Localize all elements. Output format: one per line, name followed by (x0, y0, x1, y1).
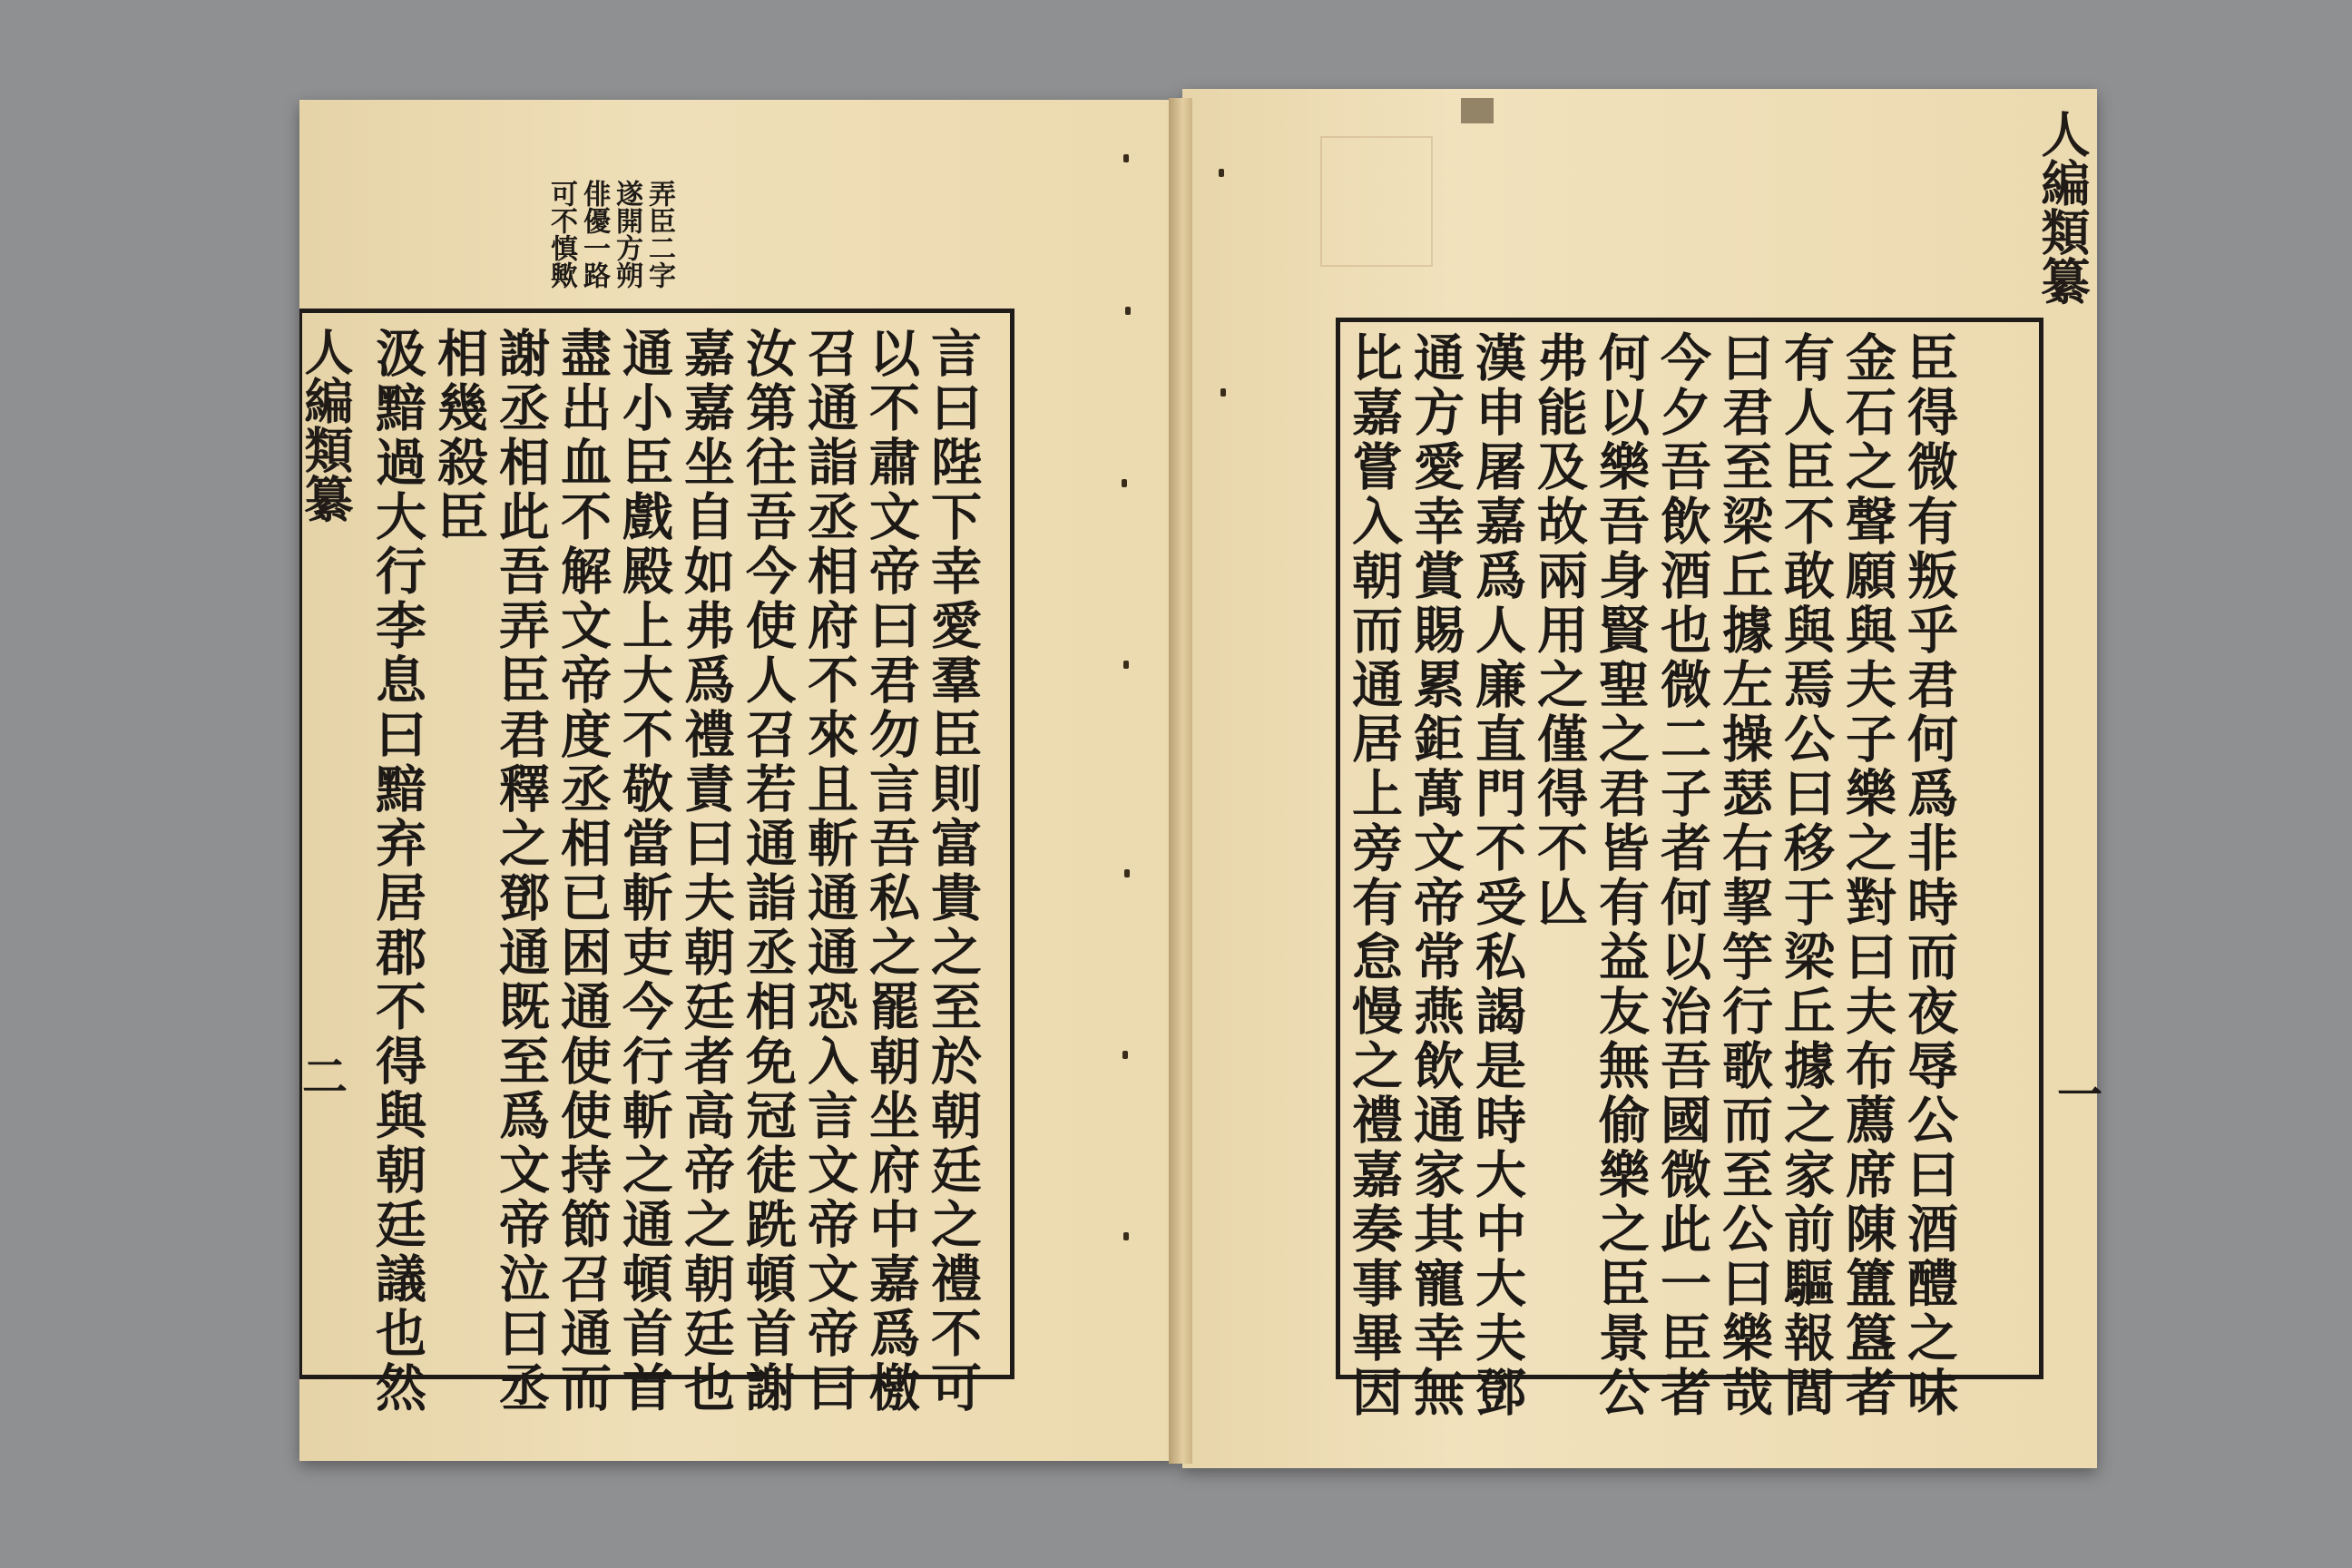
annotation-line: 俳優一路 (578, 180, 610, 289)
text-column: 比嘉嘗入朝而通居上旁有怠慢之禮嘉奏事畢因 (1344, 331, 1404, 1420)
annotation-line: 遂開方朔 (611, 180, 642, 289)
text-column: 通方愛幸賞賜累鉅萬文帝常燕飲通家其寵幸無 (1406, 331, 1465, 1420)
right-text-columns (1341, 331, 1959, 1420)
stitch-hole (1220, 388, 1226, 397)
stitch-hole (1124, 869, 1130, 877)
stitch-hole (1219, 169, 1224, 177)
text-column: 臣得微有叛乎君何爲非時而夜辱公曰酒醴之味 (1899, 331, 1959, 1420)
text-column: 漢申屠嘉爲人廉直門不受私謁是時大中大夫鄧 (1467, 331, 1527, 1420)
stitch-hole (1125, 307, 1131, 315)
text-column: 汝第往吾今使人召若通詣丞相免冠徒跣頓首謝 (738, 327, 798, 1416)
text-column: 謝丞相此吾弄臣君釋之鄧通既至爲文帝泣曰丞 (491, 327, 551, 1416)
left-leaf-number: 二 (295, 1053, 348, 1098)
text-column: 召通詣丞相府不來且斬通通恐入言文帝文帝曰 (799, 327, 859, 1416)
left-text-columns (365, 327, 983, 1416)
text-column: 有人臣不敢與焉公曰移于梁丘據之家前驅報閭 (1776, 331, 1836, 1420)
stitch-hole (1123, 1232, 1129, 1240)
stitch-hole (1122, 1051, 1128, 1059)
text-column: 弗能及故兩用之僅得不亾 (1529, 331, 1589, 930)
left-annotation (544, 180, 675, 289)
annotation-line: 可不慎歟 (545, 180, 577, 289)
text-column: 今夕吾飲酒也微二子者何以治吾國微此一臣者 (1652, 331, 1712, 1420)
book-gutter (1169, 98, 1192, 1464)
text-column: 嘉嘉坐自如弗爲禮責曰夫朝廷者高帝之朝廷也 (676, 327, 736, 1416)
page-tab-mark (1461, 98, 1494, 123)
annotation-line: 弄臣二字 (643, 180, 675, 289)
stitch-hole (1122, 479, 1127, 487)
text-column: 以不肅文帝曰君勿言吾私之罷朝坐府中嘉爲檄 (861, 327, 921, 1416)
right-leaf-number: 一 (2050, 1071, 2103, 1116)
text-column: 言曰陛下幸愛羣臣則富貴之至於朝廷之禮不可 (923, 327, 983, 1416)
right-margin-title: 人編類纂 (2034, 109, 2092, 305)
stitch-hole (1123, 661, 1129, 669)
text-column: 何以樂吾身賢聖之君皆有益友無偷樂之臣景公 (1591, 331, 1651, 1420)
stitch-hole (1123, 154, 1129, 162)
text-column: 通小臣戲殿上大不敬當斬吏今行斬之通頓首首 (614, 327, 674, 1416)
text-column: 盡出血不解文帝度丞相已困通使使持節召通而 (553, 327, 612, 1416)
text-column: 曰君至梁丘據左操瑟右挈竽行歌而至公曰樂哉 (1714, 331, 1774, 1420)
text-column: 金石之聲願與夫子樂之對曰夫布薦席陳簠簋者 (1838, 331, 1897, 1420)
left-margin-title: 人編類纂 (297, 327, 355, 523)
text-column: 相幾殺臣 (429, 327, 489, 544)
faint-seal (1320, 136, 1433, 267)
text-column: 汲黯過大行李息曰黯弃居郡不得與朝廷議也然 (368, 327, 427, 1416)
